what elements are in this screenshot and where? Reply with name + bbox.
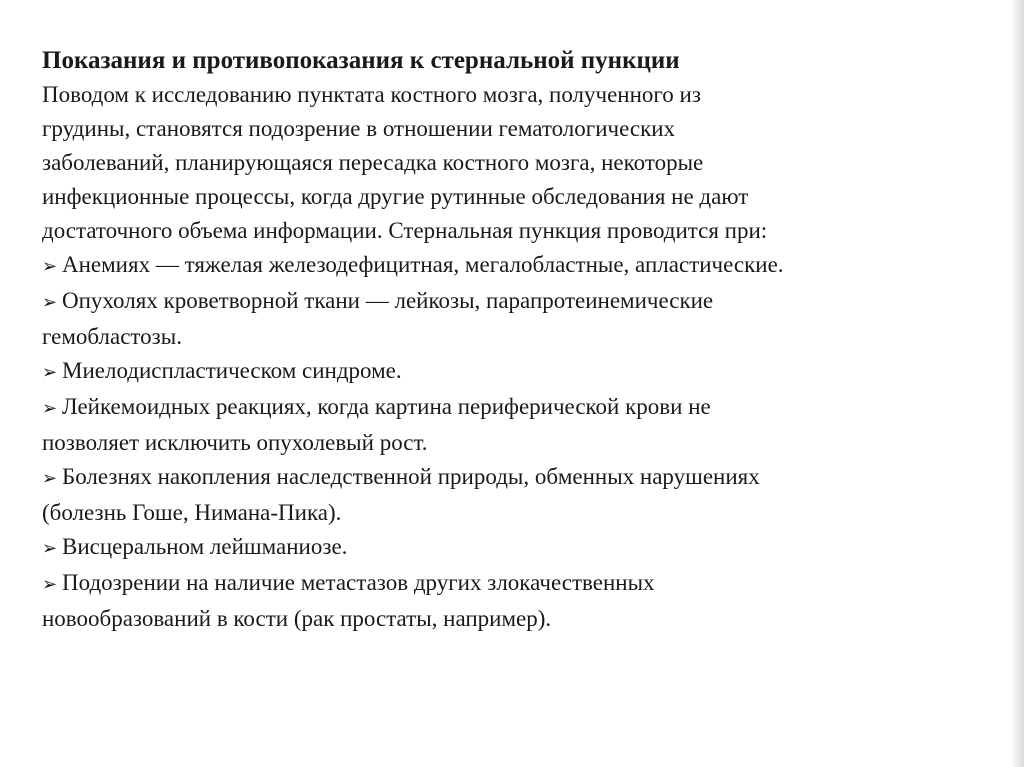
list-item-text: Лейкемоидных реакциях, когда картина периферической крови не позволяет исключить опухолевый рост. [42, 394, 711, 455]
arrowhead-bullet-icon: ➢ [42, 256, 58, 277]
slide-title: Показания и противопоказания к стернальной пункции [42, 47, 680, 74]
arrowhead-bullet-icon: ➢ [42, 292, 58, 313]
arrowhead-bullet-icon: ➢ [42, 538, 58, 559]
list-item [42, 284, 982, 354]
list-item-text: Висцеральном лейшманиозе. [62, 534, 348, 559]
list-item-text: Подозрении на наличие метастазов других злокачественных новообразований в кости (рак простаты, например). [42, 570, 655, 631]
arrowhead-bullet-icon: ➢ [42, 362, 58, 383]
intro-paragraph: Поводом к исследованию пунктата костного мозга, полученного из грудины, становятся подозрение в отношении гематологических заболеваний, планирующаяся пересадка костного мозга, некоторые инфекционные процессы, когда другие рутинные обследования не дают достаточного объема информации. Стернальная пункция проводится при: [42, 82, 768, 243]
arrowhead-bullet-icon: ➢ [42, 468, 58, 489]
list-item-text: Болезнях накопления наследственной природы, обменных нарушениях (болезнь Гоше, Нимана-Пика). [42, 464, 760, 525]
slide-edge-shadow [1010, 0, 1024, 767]
arrowhead-bullet-icon: ➢ [42, 398, 58, 419]
arrowhead-bullet-icon: ➢ [42, 574, 58, 595]
list-item [42, 566, 982, 636]
list-item-text: Опухолях кроветворной ткани — лейкозы, парапротеинемические гемобластозы. [42, 288, 714, 349]
list-item [42, 248, 982, 284]
list-item [42, 460, 982, 530]
list-item-text: Миелодиспластическом синдроме. [62, 358, 402, 383]
indications-list [42, 248, 982, 636]
list-item [42, 390, 982, 460]
list-item-text: Анемиях — тяжелая железодефицитная, мегалобластные, апластические. [62, 252, 784, 277]
list-item [42, 530, 982, 566]
list-item [42, 354, 982, 390]
slide-content [42, 44, 982, 636]
